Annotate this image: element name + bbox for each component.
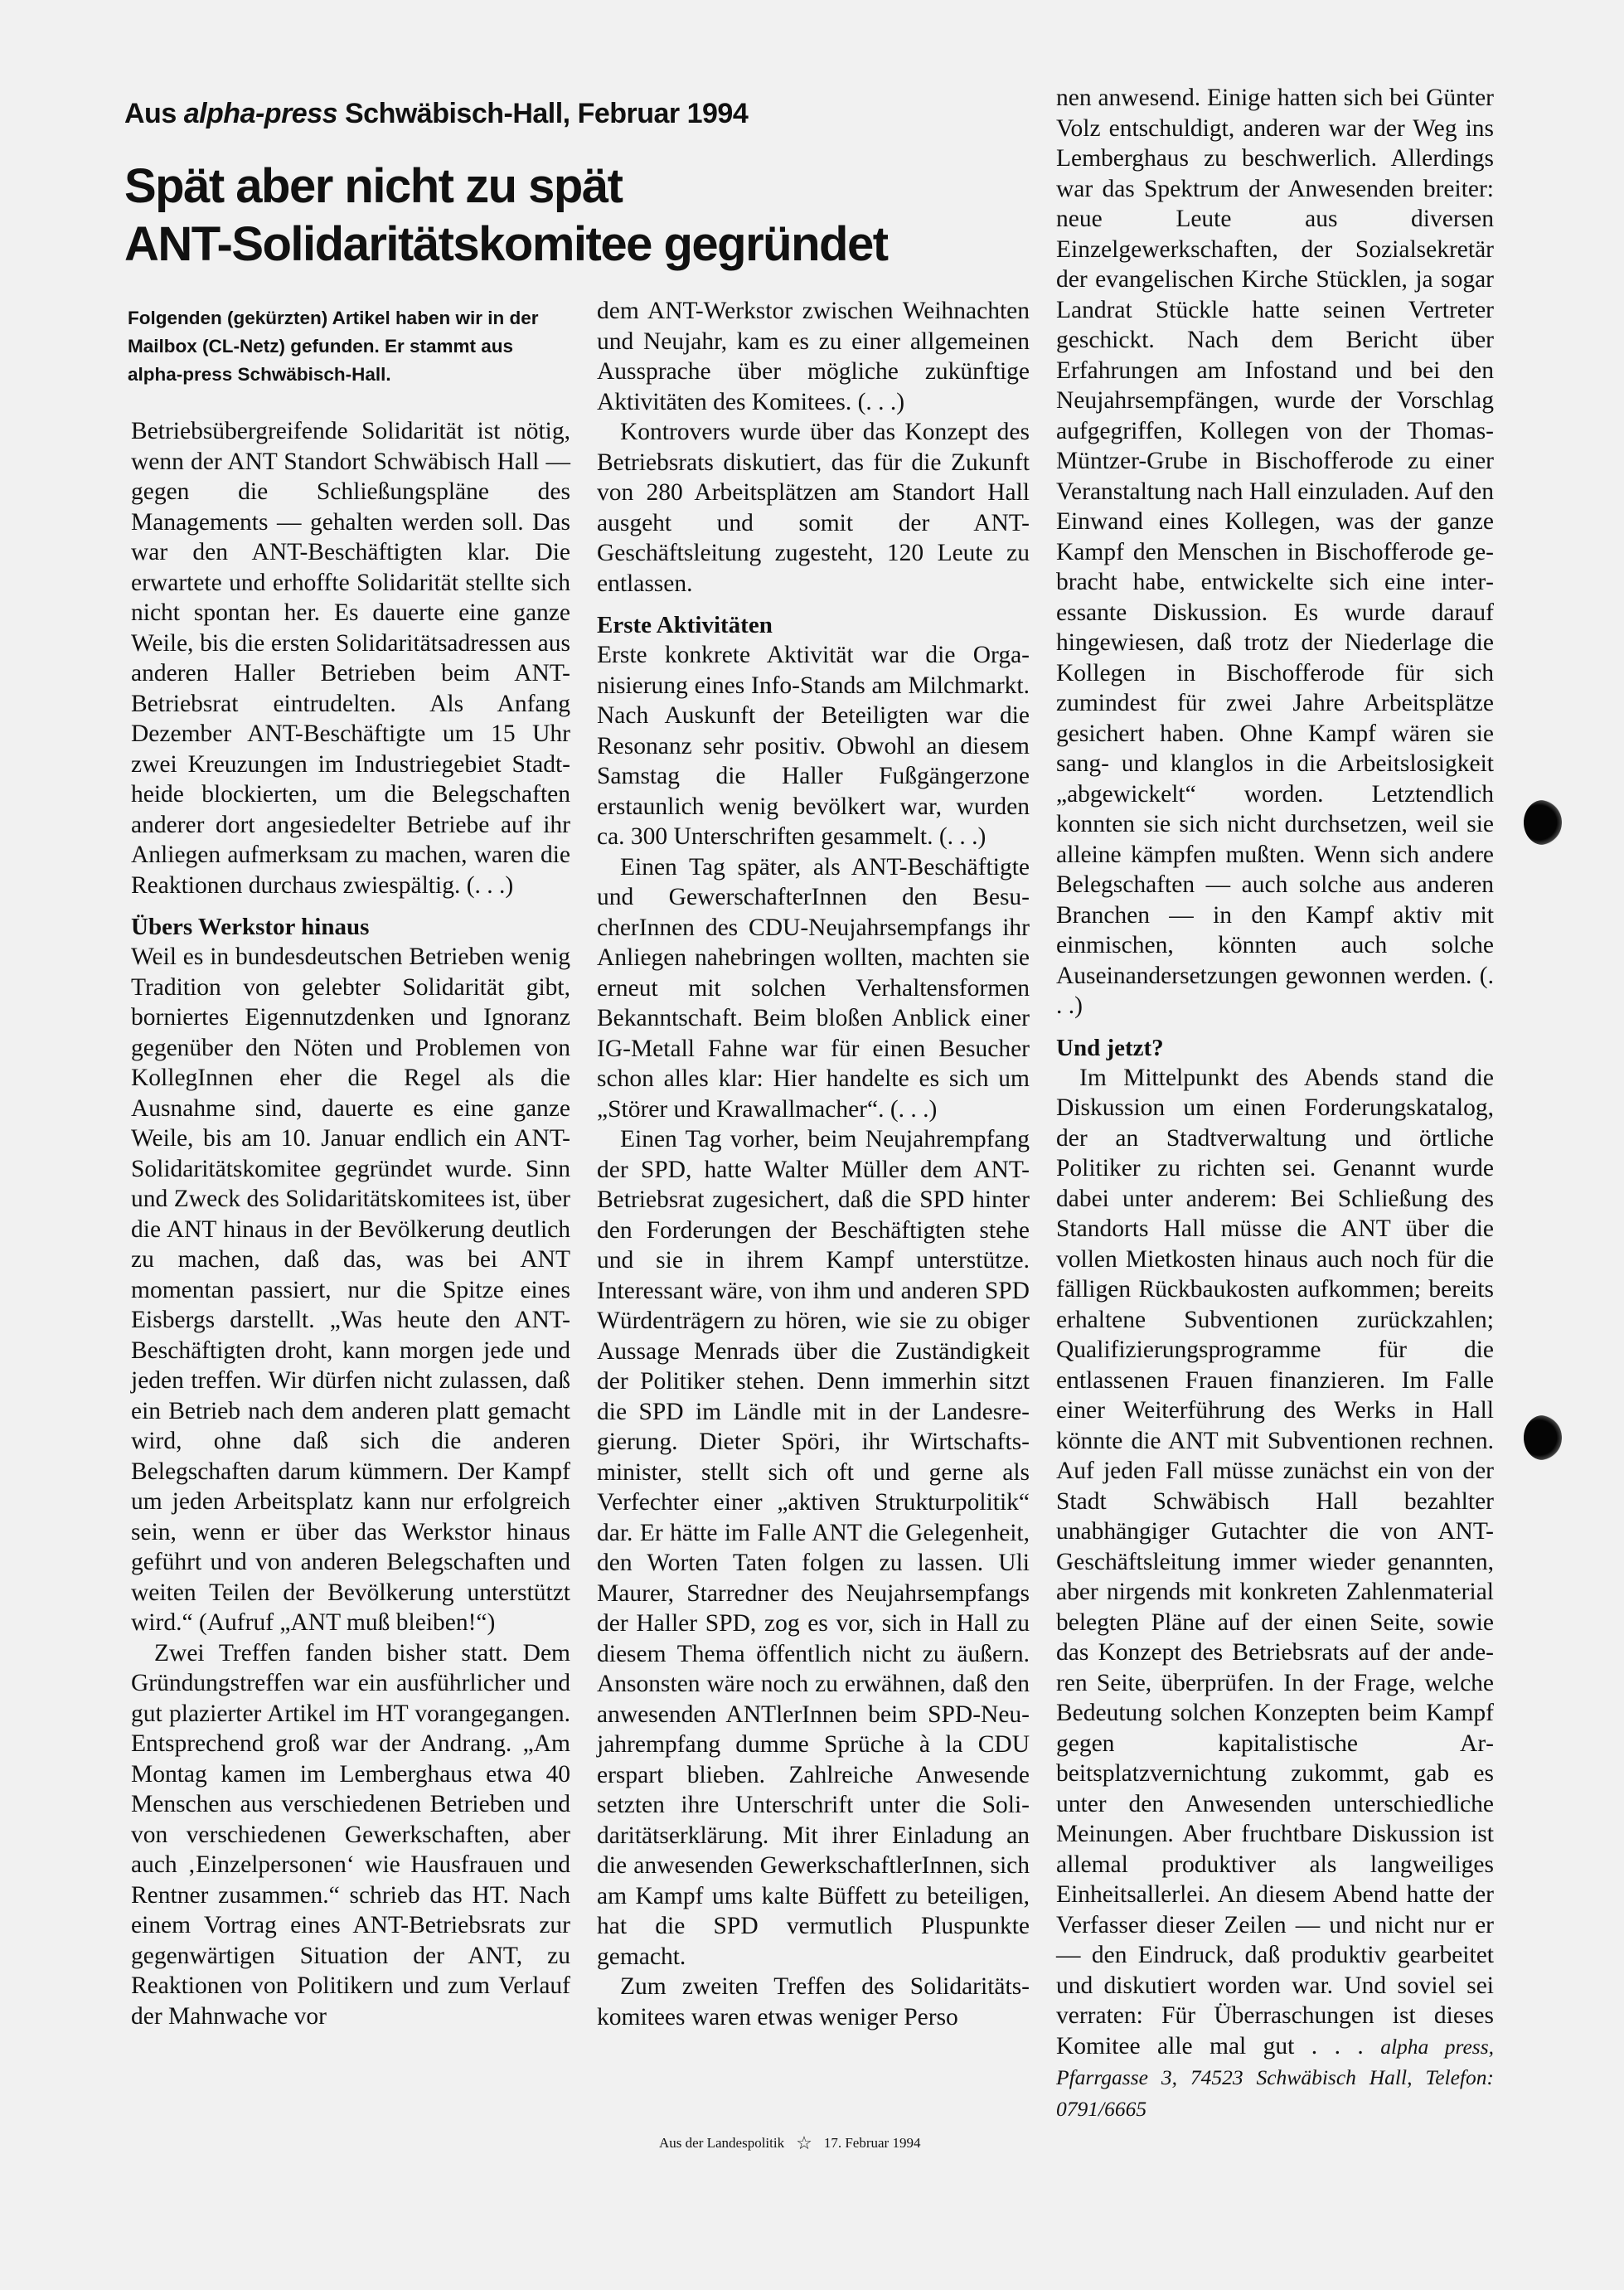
- section-heading: Erste Aktivitäten: [597, 612, 773, 638]
- paragraph: dem ANT-Werkstor zwischen Weihnachten und Neujahr, kam es zu einer allgemeinen Aussprache über mögliche zukünftige Aktivitäten des Komitees. (. . .): [597, 298, 1030, 415]
- paragraph-text: Im Mittelpunkt des Abends stand die Diskussion um einen Forderungskatalog, der an Stadtverwaltung und örtliche Politiker zu richten sei. Genannt wurde dabei unter anderem: Bei Schließung des Standorts Hall müsse die ANT über die vollen Mietkosten hinaus auch noch für die fälligen Rückbaukosten aufkommen; bereits erhaltene Subventionen zurückzahlen; Qualifizierungsprogramme für die entlassenen Frauen finanzieren. Im Falle einer Weiterführung des Werks in Hall könnte die ANT mit Subventionen rechnen. Auf jeden Fall müsse zunächst ein von der Stadt Schwäbisch Hall bezahlter unabhängiger Gutachter die von ANT-Geschäftsleitung immer wieder genannten, aber nirgends mit konkreten Zahlenmaterial belegten Pläne auf der einen Seite, sowie das Konzept des Betriebsrats auf der anderen Seite, überprüfen. In der Frage, welche Bedeutung solchen Konzepten beim Kampf gegen kapitalistische Arbeitsplatzvernichtung zukommt, gab es unter den Anwesenden unterschiedliche Meinungen. Aber fruchtbare Diskussion ist allemal produktiver als langweiliges Einheitsallerlei. An diesem Abend hatte der Verfasser dieser Zeilen — und nicht nur er — den Eindruck, daß produktiv gearbeitet und diskutiert worden war. Und soviel sei verraten: Für Überraschungen ist dieses Komitee alle mal gut . . .: [1056, 1064, 1494, 2060]
- column-1: [131, 416, 570, 2031]
- author-signature: alpha press, Pfarrgasse 3, 74523 Schwäbisch Hall, Telefon: 0791/6665: [1056, 2034, 1494, 2121]
- paragraph: [1056, 1063, 1494, 2125]
- paragraph: Zwei Treffen fanden bisher statt. Dem Gründungstreffen war ein ausführlicher und gut plazierter Artikel im HT vorangegangen. Entsprechend groß war der Andrang. „Am Montag kamen im Lemberghaus etwa 40 Menschen aus verschiedenen Betrieben und von verschiedenen Gewerkschaften, aber auch ‚Einzelpersonen‘ wie Hausfrauen und Rentner zusammen.“ schrieb das HT. Nach einem Vortrag eines ANT-Betriebsrats zur gegenwärtigen Situation der ANT, zu Reaktionen von Politikern und zum Verlauf der Mahnwache vor: [131, 1639, 570, 2030]
- article-headline: [124, 158, 1036, 274]
- paragraph: Einen Tag vorher, beim Neujahrempfang der SPD, hatte Walter Müller dem ANT-Betriebsrat zugesichert, daß die SPD hinter den Forderungen der Beschäftigten stehe und sie in ihrem Kampf unterstütze. Interessant wäre, von ihm und anderen SPD Würdenträgern zu hören, wie sie zu obiger Aussage Menrads über die Zuständigkeit der Politiker stehen. Denn immerhin sitzt die SPD im Ländle mit in der Landesregierung. Dieter Spöri, ihr Wirtschaftsminister, stellt sich oft und gerne als Verfechter einer „aktiven Strukturpolitik“ dar. Er hätte im Falle ANT die Gelegenheit, den Worten Taten folgen zu lassen. Uli Maurer, Starredner des Neujahrsempfangs der Haller SPD, zog es vor, sich in Hall zu diesem Thema öffentlich nicht zu äußern. Ansonsten wäre noch zu erwähnen, daß den anwesenden ANTlerInnen beim SPD-Neujahrempfang dumme Sprüche à la CDU erspart blieben. Zahlreiche Anwesende setzten ihre Unterschrift unter die Solidaritätserklärung. Mit ihrer Einladung an die anwesenden GewerkschaftlerInnen, sich am Kampf ums kalte Büffett zu beteiligen, hat die SPD vermutlich Pluspunkte gemacht.: [597, 1126, 1030, 1970]
- paragraph: Erste konkrete Aktivität war die Organisierung eines Info-Stands am Milchmarkt. Nach Auskunft der Beteiligten war die Resonanz sehr positiv. Obwohl an diesem Samstag die Haller Fußgängerzone erstaunlich wenig bevölkert war, wurden ca. 300 Unterschriften gesammelt. (. . .): [597, 642, 1030, 850]
- paragraph: Einen Tag später, als ANT-Beschäftigte und GewerschafterInnen den BesucherInnen des CDU-Neujahrsempfangs ihr Anliegen nahebringen wollten, machten sie erneut mit solchen Verhaltensformen Bekanntschaft. Beim bloßen Anblick einer IG-Metall Fahne war für einen Besucher schon alles klar: Hier handelte es sich um „Störer und Krawallmacher“. (. . .): [597, 853, 1030, 1123]
- kicker-prefix: Aus: [124, 98, 184, 129]
- article-intro: Folgenden (gekürzten) Artikel haben wir in der Mailbox (CL-Netz) gefunden. Er stammt aus alpha-press Schwäbisch-Hall.: [128, 308, 539, 385]
- kicker-brand: alpha-press: [183, 98, 338, 129]
- kicker-suffix: Schwäbisch-Hall, Februar 1994: [337, 98, 749, 129]
- column-3: [1056, 83, 1494, 2124]
- footer-section: Aus der Landespolitik: [659, 2135, 785, 2151]
- column-2: [597, 296, 1030, 2032]
- punch-hole: [1524, 1415, 1562, 1460]
- footer-date: 17. Februar 1994: [823, 2135, 921, 2151]
- paragraph: Weil es in bundesdeutschen Betrieben wenig Tradition von gelebter Solidarität gibt, borniertes Eigennutzdenken und Ignoranz gegenüber den Nöten und Problemen von KollegInnen eher die Regel als die Ausnahme sind, dauerte es eine ganze Weile, bis am 10. Januar endlich ein ANT-Solidaritätskomitee gegründet wurde. Sinn und Zweck des Solidaritätskomitees ist, über die ANT hinaus in der Bevölkerung deutlich zu machen, daß das, was bei ANT momentan passiert, nur die Spitze eines Eisbergs darstellt. „Was heute den ANT-Beschäftigten droht, kann morgen jede und jeden treffen. Wir dürfen nicht zulassen, daß ein Betrieb nach dem anderen platt gemacht wird, ohne daß sich die anderen Belegschaften darum kümmern. Der Kampf um jeden Arbeitsplatz kann nur erfolgreich sein, wenn er über das Werkstor hinaus geführt und von anderen Belegschaften und weiten Teilen der Bevölkerung unterstützt wird.“ (Aufruf „ANT muß bleiben!“): [131, 944, 570, 1636]
- article-kicker: [124, 98, 748, 130]
- paragraph: Betriebsübergreifende Solidarität ist nötig, wenn der ANT Standort Schwäbisch Hall — gegen die Schließungspläne des Managements — gehalten werden soll. Das war den ANT-Beschäftigten klar. Die erwartete und erhoffte Solidarität stellte sich nicht spontan her. Es dauerte eine ganze Weile, bis die ersten Solidaritätsadressen aus anderen Haller Betrieben beim ANT-Betriebsrat eintrudelten. Als Anfang Dezember ANT-Beschäftigte um 15 Uhr zwei Kreuzungen im Industriegebiet Stadtheide blockierten, um die Belegschaften anderer dort angesiedelter Betriebe auf ihr Anliegen aufmerksam zu machen, waren die Reaktionen durchaus zwiespältig. (. . .): [131, 418, 570, 899]
- section-heading: Und jetzt?: [1056, 1034, 1164, 1061]
- paragraph: Zum zweiten Treffen des Solidaritätskomitees waren etwas weniger Perso: [597, 1973, 1030, 2030]
- headline-line-2: ANT-Solidaritätskomitee gegründet: [124, 217, 888, 271]
- section-heading: Übers Werkstor hinaus: [131, 914, 370, 940]
- paragraph: nen anwesend. Einige hatten sich bei Günter Volz entschuldigt, anderen war der Weg ins Lemberghaus zu beschwerlich. Allerdings war das Spektrum der Anwesenden breiter: neue Leute aus diversen Einzelgewerkschaften, der Sozialsekretär der evangelischen Kirche Stücklen, ja sogar Landrat Stückle hatte seinen Vertreter geschickt. Nach dem Bericht über Erfahrungen am Infostand und bei den Neujahrsempfängen, wurde der Vorschlag aufgegriffen, Kollegen von der Thomas-Müntzer-Grube in Bischofferode zu einer Veranstaltung nach Hall einzuladen. Auf den Einwand eines Kollegen, was der ganze Kampf den Menschen in Bischofferode gebracht habe, entwickelte sich eine interessante Diskussion. Es wurde darauf hingewiesen, daß trotz der Niederlage die Kollegen in Bischofferode für sich zumindest für zwei Jahre Arbeitsplätze gesichert haben. Ohne Kampf wären sie sang- und klanglos in die Arbeitslosigkeit „abgewickelt“ worden. Letztendlich konnten sie sich nicht durchsetzen, weil sie alleine kämpfen mußten. Wenn sich andere Belegschaften — auch solche aus anderen Branchen — in den Kampf aktiv mit einmischen, könnten auch solche Auseinandersetzungen gewonnen werden. (. . .): [1056, 85, 1494, 1019]
- paragraph: Kontrovers wurde über das Konzept des Betriebsrats diskutiert, das für die Zukunft von 280 Arbeitsplätzen am Standort Hall ausgeht und somit der ANT-Geschäftsleitung zugesteht, 120 Leute zu entlassen.: [597, 419, 1030, 597]
- star-icon: ☆: [796, 2132, 812, 2153]
- headline-line-1: Spät aber nicht zu spät: [124, 159, 623, 213]
- page-footer: [659, 2134, 920, 2152]
- punch-hole: [1524, 800, 1562, 845]
